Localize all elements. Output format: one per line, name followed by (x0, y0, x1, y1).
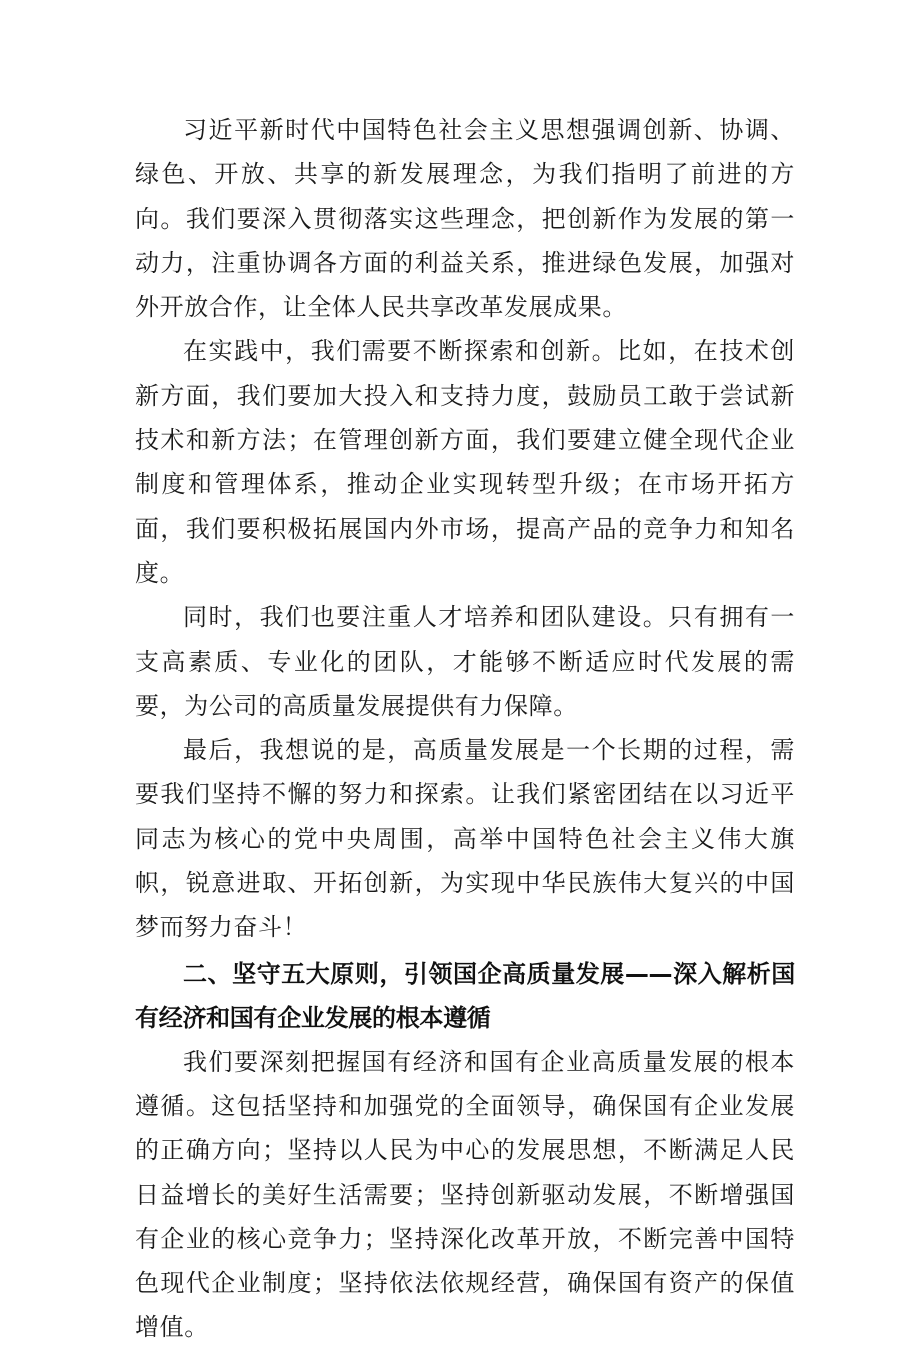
paragraph-talent-team: 同时，我们也要注重人才培养和团队建设。只有拥有一支高素质、专业化的团队，才能够不断适应时代发展的需要，为公司的高质量发展提供有力保障。 (135, 603, 795, 720)
paragraph-development-concept: 习近平新时代中国特色社会主义思想强调创新、协调、绿色、开放、共享的新发展理念，为我们指明了前进的方向。我们要深入贯彻落实这些理念，把创新作为发展的第一动力，注重协调各方面的利益关系，推进绿色发展，加强对外开放合作，让全体人民共享改革发展成果。 (135, 116, 795, 322)
paragraph-fundamental-principles: 我们要深刻把握国有经济和国有企业高质量发展的根本遵循。这包括坚持和加强党的全面领导，确保国有企业发展的正确方向；坚持以人民为中心的发展思想，不断满足人民日益增长的美好生活需要；坚持创新驱动发展，不断增强国有企业的核心竞争力；坚持深化改革开放，不断完善中国特色现代企业制度；坚持依法依规经营，确保国有资产的保值增值。 (135, 1047, 795, 1342)
document-body (135, 108, 795, 1350)
paragraph-conclusion: 最后，我想说的是，高质量发展是一个长期的过程，需要我们坚持不懈的努力和探索。让我们紧密团结在以习近平同志为核心的党中央周围，高举中国特色社会主义伟大旗帜，锐意进取、开拓创新，为实现中华民族伟大复兴的中国梦而努力奋斗！ (135, 736, 795, 942)
section-heading: 二、坚守五大原则，引领国企高质量发展——深入解析国有经济和国有企业发展的根本遵循 (135, 959, 795, 1032)
paragraph-practice-innovation: 在实践中，我们需要不断探索和创新。比如，在技术创新方面，我们要加大投入和支持力度，鼓励员工敢于尝试新技术和新方法；在管理创新方面，我们要建立健全现代企业制度和管理体系，推动企业实现转型升级；在市场开拓方面，我们要积极拓展国内外市场，提高产品的竞争力和知名度。 (135, 337, 795, 587)
